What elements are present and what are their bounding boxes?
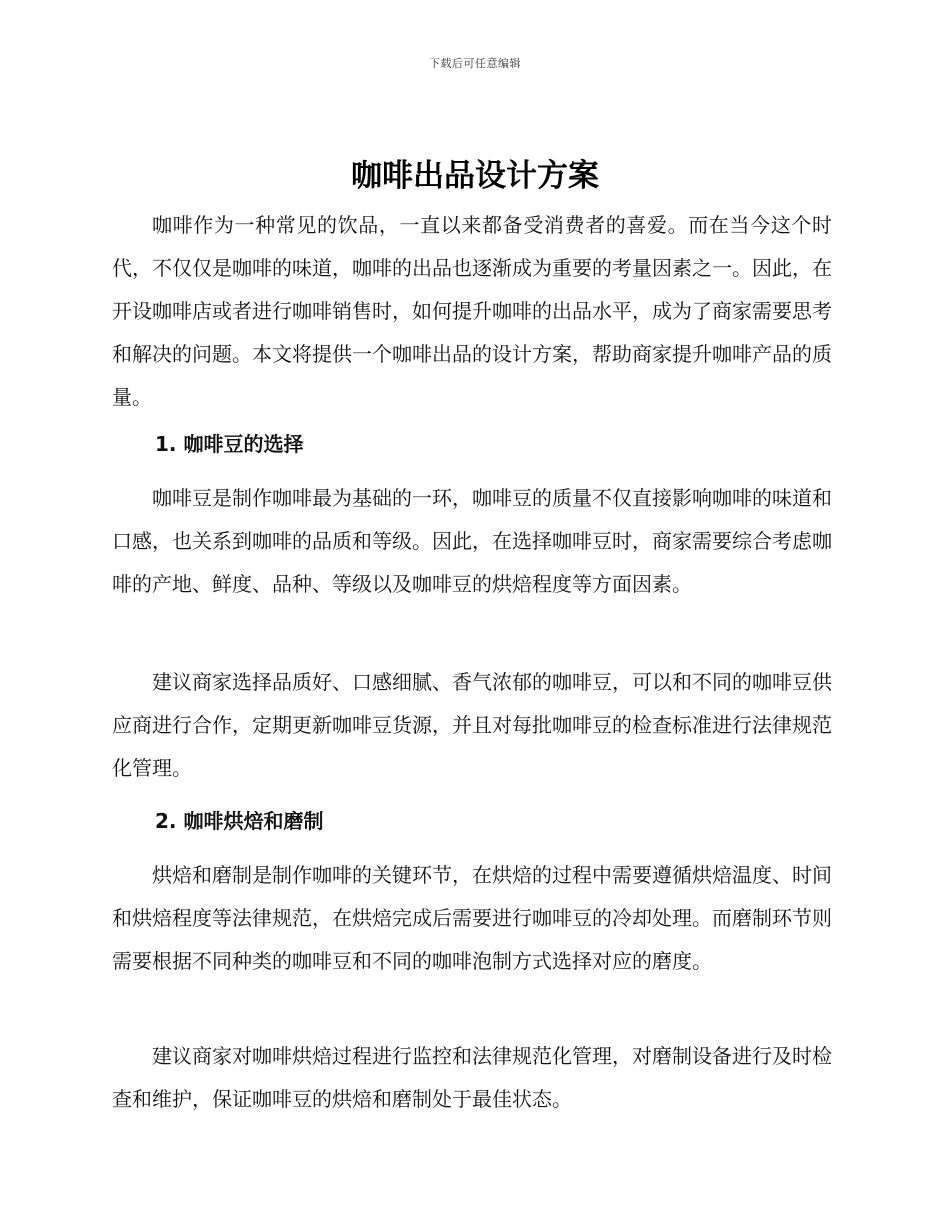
document-body: [112, 204, 832, 419]
intro-paragraph: 咖啡作为一种常见的饮品，一直以来都备受消费者的喜爱。而在当今这个时代，不仅仅是咖啡的味道，咖啡的出品也逐渐成为重要的考量因素之一。因此，在开设咖啡店或者进行咖啡销售时，如何提升咖啡的出品水平，成为了商家需要思考和解决的问题。本文将提供一个咖啡出品的设计方案，帮助商家提升咖啡产品的质量。: [112, 213, 832, 409]
section-paragraph: 烘焙和磨制是制作咖啡的关键环节，在烘焙的过程中需要遵循烘焙温度、时间和烘焙程度等法律规范，在烘焙完成后需要进行咖啡豆的冷却处理。而磨制环节则需要根据不同种类的咖啡豆和不同的咖啡泡制方式选择对应的磨度。: [112, 863, 832, 973]
page-title: 咖啡出品设计方案: [351, 158, 599, 194]
section-2-paragraph-1: [112, 854, 832, 983]
section-1-paragraph-2: [112, 661, 832, 790]
section-paragraph: 咖啡豆是制作咖啡最为基础的一环，咖啡豆的质量不仅直接影响咖啡的味道和口感，也关系到咖啡的品质和等级。因此，在选择咖啡豆时，商家需要综合考虑咖啡的产地、鲜度、品种、等级以及咖啡豆的烘焙程度等方面因素。: [112, 486, 832, 596]
section-paragraph: 建议商家对咖啡烘焙过程进行监控和法律规范化管理，对磨制设备进行及时检查和维护，保证咖啡豆的烘焙和磨制处于最佳状态。: [112, 1044, 832, 1111]
header-note: 下载后可任意编辑: [429, 57, 521, 70]
section-heading: 1. 咖啡豆的选择: [155, 432, 304, 456]
section-paragraph: 建议商家选择品质好、口感细腻、香气浓郁的咖啡豆，可以和不同的咖啡豆供应商进行合作，定期更新咖啡豆货源，并且对每批咖啡豆的检查标准进行法律规范化管理。: [112, 670, 832, 780]
section-2: [112, 800, 832, 843]
section-1-paragraph-1: [112, 477, 832, 606]
section-1: [112, 423, 832, 466]
section-heading: 2. 咖啡烘焙和磨制: [155, 809, 324, 833]
section-2-paragraph-2: [112, 1035, 832, 1121]
